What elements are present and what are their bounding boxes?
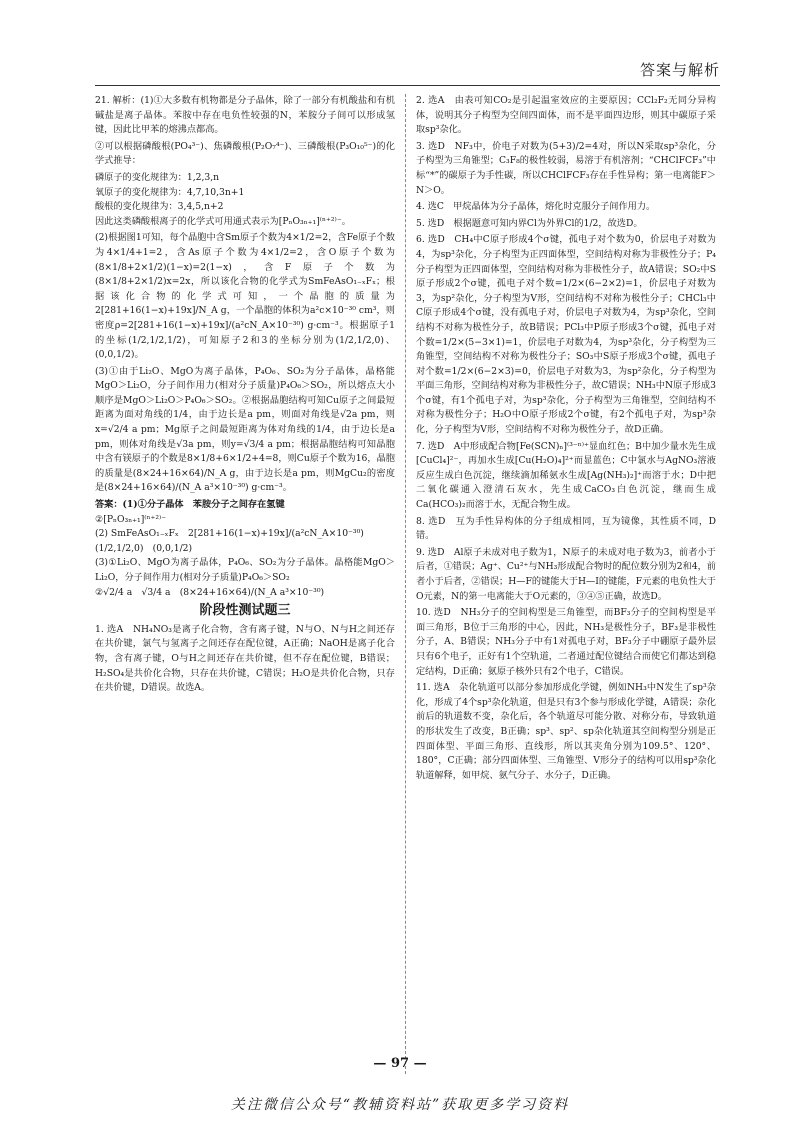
header-title: 答案与解析 [639, 61, 720, 79]
q11-answer: 11. 选A 杂化轨道可以部分参加形成化学键，例如NH₃中N发生了sp³杂化，形成了4个sp³杂化轨道，但是只有3个参与形成化学键，A错误；杂化前后的轨道数不变，杂化后，各个轨道尽可能分散、对称分布，导致轨道的形状发生了改变，B正确；sp³、sp²、sp杂化轨道其空间构型分别是正四面体型、平面三角形、直线形，所以其夹角分别为109.5°、120°、180°，C正确；部分四面体型、三角锥型、V形分子的结构可以用sp³杂化轨道解释，如甲烷、氨气分子、水分子，D正确。 [416, 682, 716, 781]
q21-para-8: (3)①由于Li₂O、MgO为离子晶体，P₄O₆、SO₂为分子晶体，晶格能MgO＞Li₂O，分子间作用力(相对分子质量)P₄O₆＞SO₂，所以熔点大小顺序是MgO＞Li₂O＞P₄O₆＞SO₂。②根据晶胞结构可知Cu原子之间最短距离为面对角线的1/4，由于边长是a pm，则面对角线是√2a pm，则x=√2/4 a pm；Mg原子之间最短距离为体对角线的1/4，由于边长是a pm，则体对角线是√3a pm，则y=√3/4 a pm；根据晶胞结构可知晶胞中含有镁原子的个数是8×1/8+6×1/2+4=8，则Cu原子个数为16，晶胞的质量是(8×24+16×64)/N_A g，由于边长是a pm，则MgCu₂的密度是(8×24+16×64)/(N_A a³×10⁻³⁰) g·cm⁻³。 [95, 365, 395, 494]
q21-para-1: 21. 解析：(1)①大多数有机物都是分子晶体，除了一部分有机酸盐和有机碱盐是离子晶体。苯胺中存在电负性较强的N，苯胺分子间可以形成氢键，因此比甲苯的熔沸点都高。 [95, 95, 395, 136]
q21-para-4: 氧原子的变化规律为：4,7,10,3n+1 [95, 186, 245, 198]
left-column [95, 94, 395, 698]
answer-line-3: (2) SmFeAsO₁₋ₓFₓ 2[281+16(1−x)+19x]/(a²cN_A×10⁻³⁰) [95, 528, 364, 540]
q9-answer: 9. 选D Al原子未成对电子数为1，N原子的未成对电子数为3，前者小于后者，①错误；Ag⁺、Cu²⁺与NH₃形成配合物时的配位数分别为2和4，前者小于后者，②错误；H—F的键能大于H—I的键能，F元素的电负性大于O元素，N的第一电离能大于O元素的，③④⑤正确，故选D。 [416, 546, 716, 602]
q6-answer: 6. 选D CH₄中C原子形成4个σ键，孤电子对个数为0，价层电子对数为4，为sp³杂化，分子构型为正四面体型，空间结构对称为非极性分子；P₄分子构型为正四面体型，空间结构对称为非极性分子，故A错误；SO₂中S原子形成2个σ键，孤电子对个数=1/2×(6−2×2)=1，价层电子对数为3，为sp²杂化，分子构型为V形，空间结构不对称为极性分子；CHCl₃中C原子形成4个σ键，没有孤电子对，价层电子对数为4，为sp³杂化，空间结构不对称为极性分子，故B错误；PCl₃中P原子形成3个σ键，孤电子对个数=1/2×(5−3×1)=1，价层电子对数为4，为sp³杂化，分子构型为三角锥型，空间结构不对称为极性分子；SO₃中S原子形成3个σ键，孤电子对个数=1/2×(6−2×3)=0，价层电子对数为3，为sp²杂化，分子构型为平面三角形，空间结构对称为非极性分子，故C错误；NH₃中N原子形成3个σ键，有1个孤电子对，为sp³杂化，分子构型为三角锥型，空间结构不对称为极性分子；H₂O中O原子形成2个σ键，有2个孤电子对，为sp³杂化，分子构型为V形，空间结构不对称为极性分子，故D正确。 [416, 234, 716, 436]
q21-para-2: ②可以根据磷酸根(PO₄³⁻)、焦磷酸根(P₂O₇⁴⁻)、三磷酸根(P₃O₁₀⁵⁻)的化学式推导： [95, 140, 395, 167]
q1-answer: 1. 选A NH₄NO₃是离子化合物，含有离子键，N与O、N与H之间还存在共价键，氯气与氢离子之间还存在配位键，A正确；NaOH是离子化合物，含有离子键，O与H之间还存在共价键，但不存在配位键，B错误；H₂SO₄是共价化合物，只存在共价键，C错误；H₂O是共价化合物，只存在共价键，D错误。故选A。 [95, 623, 395, 694]
q7-answer: 7. 选D A中形成配合物[Fe(SCN)ₙ]⁽³⁻ⁿ⁾⁺显血红色；B中加少量水先生成[CuCl₄]²⁻，再加水生成[Cu(H₂O)₄]²⁺而显蓝色；C中氯水与AgNO₃溶液反应生成白色沉淀，继续滴加稀氨水生成[Ag(NH₃)₂]⁺而溶于水；D中把二氧化碳通入澄清石灰水，先生成CaCO₃白色沉淀，继而生成Ca(HCO₃)₂而溶于水，无配合物生成。 [416, 440, 716, 511]
answer-line-1: 答案：(1)①分子晶体 苯胺分子之间存在氢键 [95, 499, 285, 511]
answer-line-6: ②√2/4 a √3/4 a (8×24+16×64)/(N_A a³×10⁻³⁰) [95, 586, 325, 598]
answer-line-4: (1/2,1/2,0) (0,0,1/2) [95, 542, 193, 554]
q21-para-5: 酸根的变化规律为：3,4,5,n+2 [95, 201, 224, 213]
q4-answer: 4. 选C 甲烷晶体为分子晶体，熔化时克服分子间作用力。 [416, 201, 656, 213]
q8-answer: 8. 选D 互为手性异构体的分子组成相同，互为镜像，其性质不同，D错。 [416, 515, 716, 542]
answer-block [95, 498, 395, 600]
page-number: — 97 — [373, 1056, 427, 1071]
q10-answer: 10. 选D NH₃分子的空间构型是三角锥型，而BF₃分子的空间构型是平面三角形，B位于三角形的中心，因此，NH₃是极性分子，BF₃是非极性分子，A、B错误；NH₃分子中有1对孤电子对，BF₃分子中硼原子最外层只有6个电子，正好有1个空轨道，二者通过配位键结合而使它们都达到稳定结构，D正确；氨原子核外只有2个电子，C错误。 [416, 607, 716, 677]
q5-answer: 5. 选D 根据题意可知内界Cl为外界Cl的1/2，故选D。 [416, 217, 643, 229]
q21-para-6: 因此这类磷酸根离子的化学式可用通式表示为[PₙO₃ₙ₊₁]⁽ⁿ⁺²⁾⁻。 [95, 215, 351, 227]
page-header [95, 55, 720, 86]
q21-para-7: (2)根据图1可知，每个晶胞中含Sm原子个数为4×1/2=2，含Fe原子个数为4×1/4+1=2，含As原子个数为4×1/2=2，含O原子个数为(8×1/8+2×1/2)(1−x)=2(1−x)，含F原子个数为(8×1/8+2×1/2)x=2x，所以该化合物的化学式为SmFeAsO₁₋ₓFₓ；根据该化合物的化学式可知，一个晶胞的质量为2[281+16(1−x)+19x]/N_A g，一个晶胞的体积为a²c×10⁻³⁰ cm³，则密度ρ=2[281+16(1−x)+19x]/(a²cN_A×10⁻³⁰) g·cm⁻³。根据原子1的坐标(1/2,1/2,1/2)，可知原子2和3的坐标分别为(1/2,1/2,0)、(0,0,1/2)。 [95, 232, 395, 361]
section-title: 阶段性测试题三 [199, 603, 291, 619]
answer-line-5: (3)①Li₂O、MgO为离子晶体，P₄O₆、SO₂为分子晶体。晶格能MgO＞Li₂O，分子间作用力(相对分子质量)P₄O₆＞SO₂ [95, 557, 395, 583]
answer-line-2: ②[PₙO₃ₙ₊₁]⁽ⁿ⁺²⁾⁻ [95, 513, 167, 525]
footer-note: 关注微信公众号“教辅资料站”获取更多学习资料 [230, 1097, 570, 1113]
right-column [416, 94, 716, 785]
q21-para-3: 磷原子的变化规律为：1,2,3,n [95, 171, 220, 183]
q2-answer: 2. 选A 由表可知CO₂是引起温室效应的主要原因；CCl₂F₂无同分异构体，说明其分子构型为空间四面体，而不是平面四边形，则其中碳原子采取sp³杂化。 [416, 95, 716, 136]
column-divider [405, 94, 406, 1074]
q3-answer: 3. 选D NF₃中，价电子对数为(5+3)/2=4对，所以N采取sp³杂化，分子构型为三角锥型；C₃F₈的极性较弱，易溶于有机溶剂；“CHClFCF₃”中标“*”的碳原子为手性碳，所以CHClFCF₃存在手性异构；第一电离能F＞N＞O。 [416, 140, 716, 196]
